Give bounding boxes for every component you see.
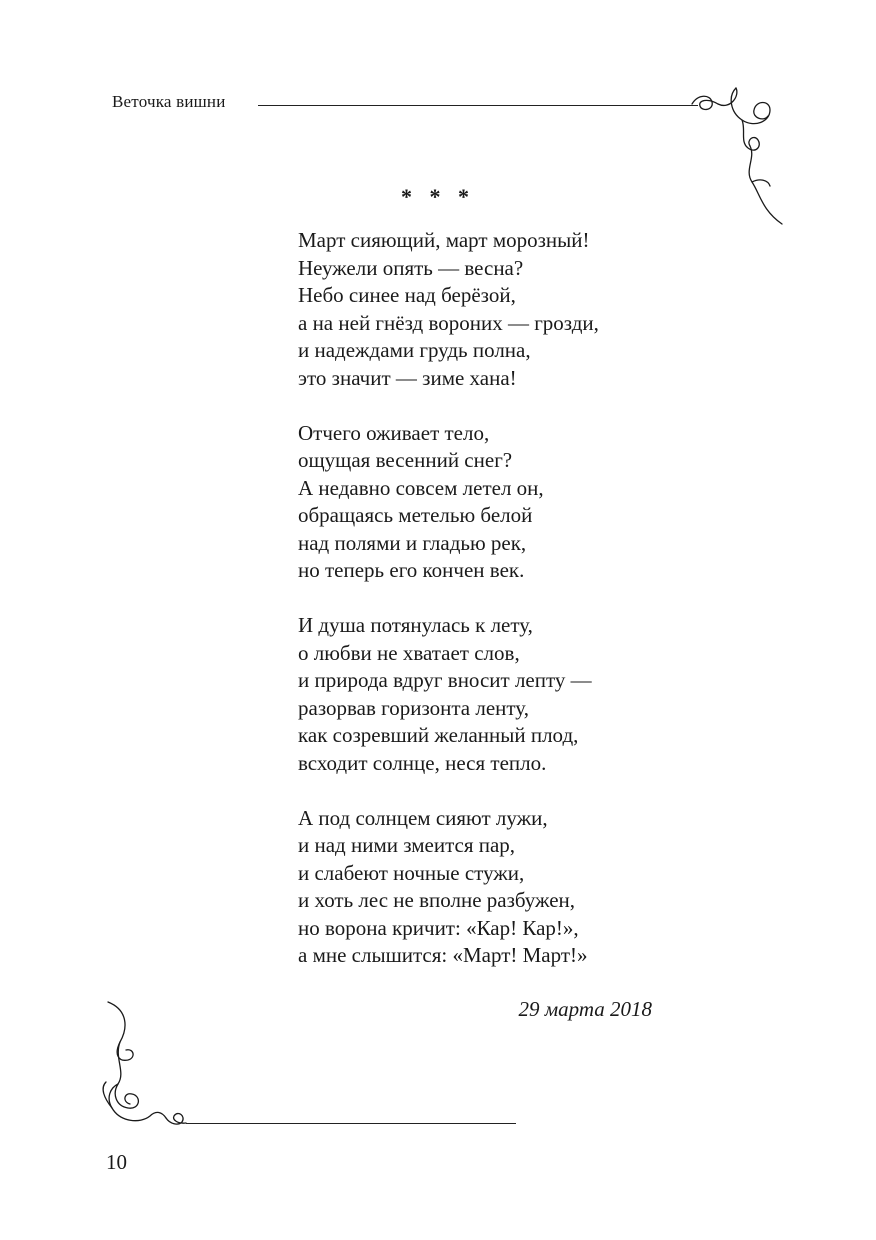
stanza xyxy=(298,227,698,392)
poem-date: 29 марта 2018 xyxy=(518,997,652,1021)
poem-line: но теперь его кончен век. xyxy=(298,558,525,582)
header-rule xyxy=(258,105,698,106)
poem-line: над полями и гладью рек, xyxy=(298,530,527,555)
poem-line: как созревший желанный плод, xyxy=(298,723,579,747)
stanza xyxy=(298,805,698,970)
poem-line: Отчего оживает тело, xyxy=(298,420,490,445)
poem-line: о любви не хватает слов, xyxy=(298,640,520,665)
poem-line: и над ними змеится пар, xyxy=(298,833,516,857)
poem-line: А недавно совсем летел он, xyxy=(298,475,544,500)
poem-line: ощущая весенний снег? xyxy=(298,448,513,472)
poem-line: Небо синее над берёзой, xyxy=(298,283,516,307)
poem-line: и природа вдруг вносит лепту — xyxy=(298,668,592,692)
poem-line: И душа потянулась к лету, xyxy=(298,613,533,637)
poem-line: а на ней гнёзд вороних — грозди, xyxy=(298,310,599,335)
poem-line: всходит солнце, неся тепло. xyxy=(298,750,547,775)
poem-line: и слабеют ночные стужи, xyxy=(298,860,525,885)
poem-line: но ворона кричит: «Кар! Кар!», xyxy=(298,915,579,940)
poem-line: и надеждами грудь полна, xyxy=(298,338,531,362)
poem-line: это значит — зиме хана! xyxy=(298,365,517,390)
poem-line: Март сияющий, март морозный! xyxy=(298,228,590,252)
footer-rule xyxy=(186,1123,516,1124)
stanza xyxy=(298,420,698,585)
running-head: Веточка вишни xyxy=(112,92,226,111)
page-number: 10 xyxy=(106,1150,127,1174)
poem-line: А под солнцем сияют лужи, xyxy=(298,805,548,830)
stanza xyxy=(298,612,698,777)
poem-line: и хоть лес не вполне разбужен, xyxy=(298,888,576,912)
poem-line: Неужели опять — весна? xyxy=(298,255,524,280)
poem-line: обращаясь метелью белой xyxy=(298,503,533,527)
poem xyxy=(298,227,698,970)
poem-line: разорвав горизонта ленту, xyxy=(298,695,529,720)
poem-line: а мне слышится: «Март! Март!» xyxy=(298,943,588,967)
section-marker: * * * xyxy=(401,184,475,209)
flourish-ornament-icon xyxy=(98,998,198,1136)
